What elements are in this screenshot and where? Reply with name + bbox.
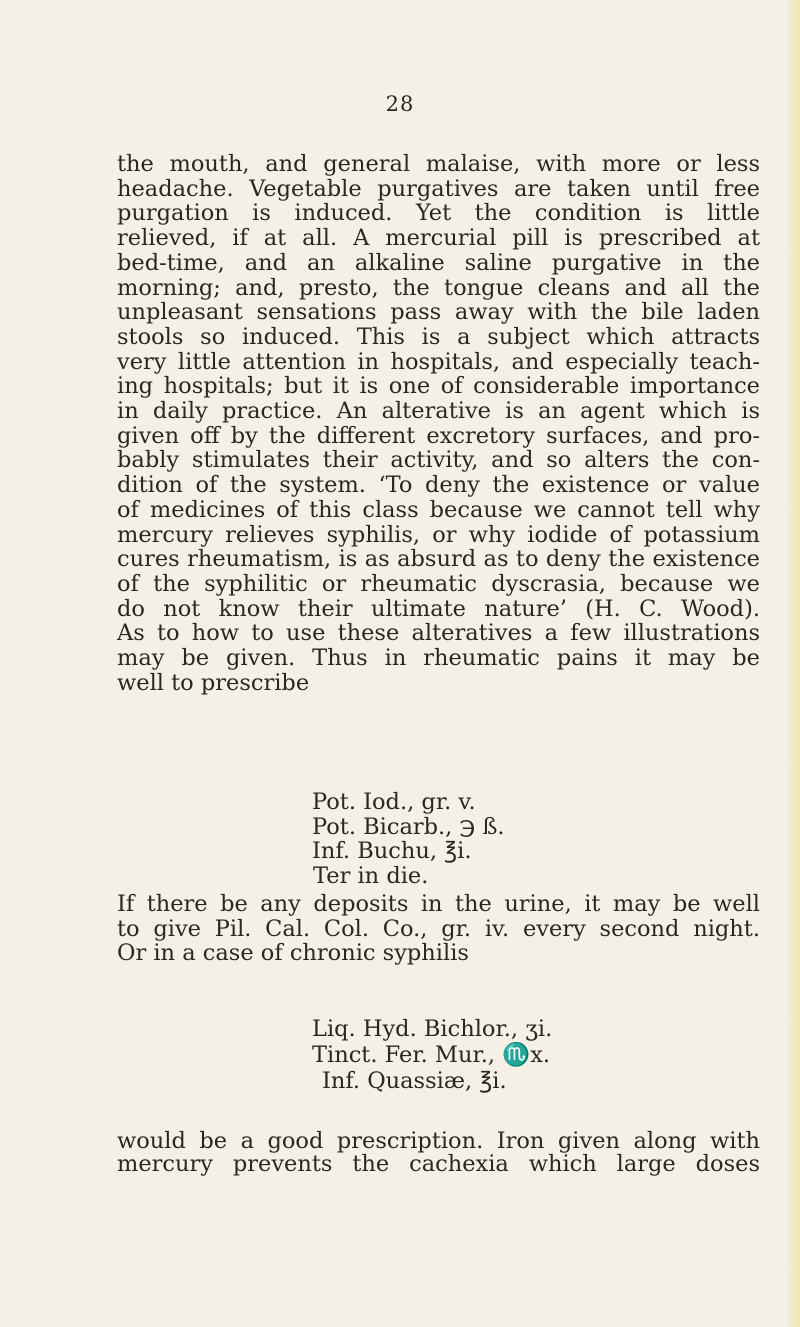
text-line: dition of the system. ‘To deny the existence or value bbox=[117, 472, 760, 499]
page-edge-discoloration bbox=[786, 0, 800, 1327]
prescription-line: Pot. Iod., gr. v. bbox=[312, 789, 476, 815]
text-line: may be given. Thus in rheumatic pains it may be bbox=[117, 645, 760, 672]
page-number: 28 bbox=[385, 92, 415, 116]
text-line: ing hospitals; but it is one of considerable importance bbox=[117, 373, 760, 400]
text-line: well to prescribe bbox=[117, 669, 310, 696]
text-line: cures rheumatism, is as absurd as to deny the existence bbox=[117, 546, 760, 573]
text-line: purgation is induced. Yet the condition is little bbox=[117, 200, 760, 227]
text-line: unpleasant sensations pass away with the bile laden bbox=[117, 299, 760, 326]
text-line: stools so induced. This is a subject which attracts bbox=[117, 323, 760, 350]
text-line: morning; and, presto, the tongue cleans and all the bbox=[117, 274, 760, 301]
prescription-line: Pot. Bicarb., ℈ ß. bbox=[312, 813, 505, 840]
prescription-line: Liq. Hyd. Bichlor., ʒi. bbox=[312, 1016, 553, 1042]
text-line: given off by the different excretory surfaces, and pro- bbox=[117, 422, 760, 449]
text-line: Or in a case of chronic syphilis bbox=[117, 940, 469, 966]
text-line: of medicines of this class because we cannot tell why bbox=[117, 496, 760, 523]
text-line: in daily practice. An alterative is an agent which is bbox=[117, 398, 760, 425]
text-line: As to how to use these alteratives a few illustrations bbox=[117, 620, 760, 647]
prescription-line: Tinct. Fer. Mur., ♏x. bbox=[312, 1042, 551, 1068]
text-line: the mouth, and general malaise, with more or less bbox=[117, 151, 760, 177]
text-line: do not know their ultimate nature’ (H. C. Wood). bbox=[117, 595, 760, 622]
text-line: relieved, if at all. A mercurial pill is prescribed at bbox=[117, 225, 760, 252]
prescription-2 bbox=[312, 1016, 552, 1094]
prescription-line: Inf. Buchu, ℥i. bbox=[312, 838, 472, 864]
paragraph-1 bbox=[117, 152, 760, 695]
paragraph-3 bbox=[117, 1130, 760, 1176]
text-line: mercury prevents the cachexia which large doses bbox=[117, 1151, 760, 1177]
text-line: very little attention in hospitals, and especially teach- bbox=[117, 348, 760, 375]
prescription-line: Ter in die. bbox=[313, 862, 429, 889]
text-line: bably stimulates their activity, and so alters the con- bbox=[117, 447, 760, 474]
text-line: to give Pil. Cal. Col. Co., gr. iv. every second night. bbox=[117, 915, 760, 942]
paragraph-2 bbox=[117, 892, 760, 966]
text-line: headache. Vegetable purgatives are taken until free bbox=[117, 175, 760, 202]
text-line: bed-time, and an alkaline saline purgative in the bbox=[117, 249, 760, 276]
prescription-line: Inf. Quassiæ, ℥i. bbox=[322, 1068, 507, 1094]
prescription-1 bbox=[312, 790, 505, 888]
text-line: If there be any deposits in the urine, it may be well bbox=[117, 891, 760, 917]
text-line: would be a good prescription. Iron given along with bbox=[117, 1128, 760, 1154]
text-line: of the syphilitic or rheumatic dyscrasia, because we bbox=[117, 570, 760, 597]
text-line: mercury relieves syphilis, or why iodide of potassium bbox=[117, 521, 760, 548]
